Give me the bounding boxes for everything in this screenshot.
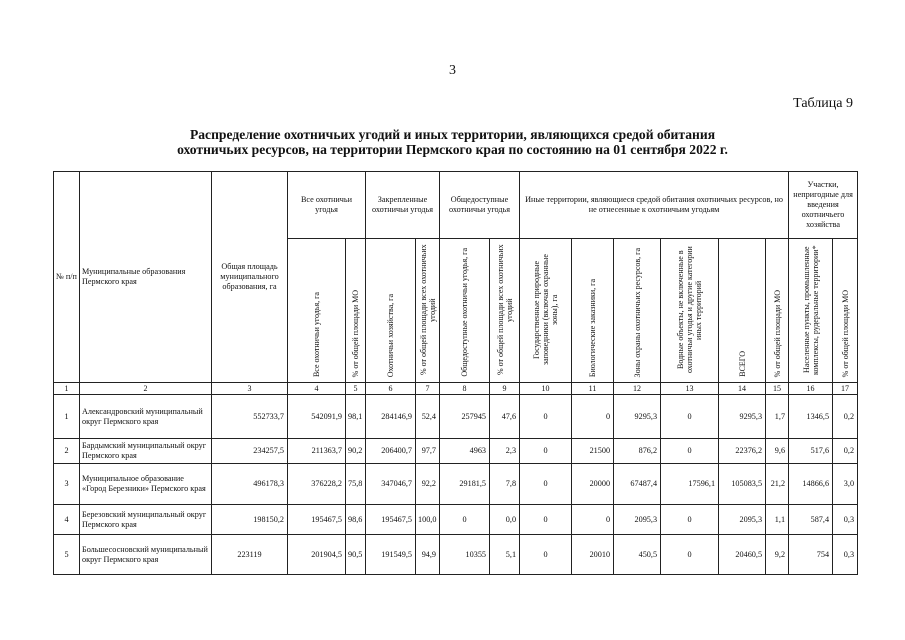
column-number: 13: [661, 383, 719, 395]
unsuitable-area: 517,6: [789, 439, 833, 464]
unsuitable-pct: 0,3: [833, 505, 858, 535]
municipality-name: Муниципальное образование «Город Березники» Пермского края: [80, 464, 212, 505]
header-municipality: Муниципальные образования Пермского края: [80, 172, 212, 383]
reserves-area: 0: [520, 464, 572, 505]
header-public: Общедоступные охотничьи угодья: [440, 172, 520, 239]
all-hunting-area: 376228,2: [288, 464, 346, 505]
other-pct: 9,2: [766, 535, 789, 575]
hunting-grounds-table: [53, 171, 858, 575]
row-number: 3: [54, 464, 80, 505]
subheader-c13: Водные объекты, не включенные в охотничьи угодья и другие категории иных территорий: [676, 246, 704, 374]
unsuitable-pct: 0,2: [833, 439, 858, 464]
subheader-c14: ВСЕГО: [737, 351, 747, 377]
protection-zones-area: 450,5: [614, 535, 661, 575]
column-number: 9: [490, 383, 520, 395]
reserves-area: 0: [520, 505, 572, 535]
column-numbers-row: [54, 383, 858, 395]
municipality-name: Большесосновский муниципальный округ Пермского края: [80, 535, 212, 575]
column-number: 12: [614, 383, 661, 395]
water-objects-area: 0: [661, 395, 719, 439]
public-pct: 7,8: [490, 464, 520, 505]
biological-reserves-area: 0: [572, 395, 614, 439]
reserves-area: 0: [520, 535, 572, 575]
header-unsuitable: Участки, непригодные для введения охотничьего хозяйства: [789, 172, 858, 239]
table-label: Таблица 9: [793, 96, 853, 111]
unsuitable-area: 14866,6: [789, 464, 833, 505]
protection-zones-area: 9295,3: [614, 395, 661, 439]
column-number: 1: [54, 383, 80, 395]
public-area: 0: [440, 505, 490, 535]
water-objects-area: 17596,1: [661, 464, 719, 505]
subheader-c15: % от общей площади МО: [772, 289, 782, 377]
column-number: 2: [80, 383, 212, 395]
other-pct: 21,2: [766, 464, 789, 505]
biological-reserves-area: 20010: [572, 535, 614, 575]
other-total: 22376,2: [719, 439, 766, 464]
table-row: [54, 439, 858, 464]
column-number: 7: [416, 383, 440, 395]
unsuitable-area: 587,4: [789, 505, 833, 535]
biological-reserves-area: 21500: [572, 439, 614, 464]
protection-zones-area: 67487,4: [614, 464, 661, 505]
municipality-name: Александровский муниципальный округ Пермского края: [80, 395, 212, 439]
header-assigned: Закрепленные охотничьи угодья: [366, 172, 440, 239]
water-objects-area: 0: [661, 439, 719, 464]
subheader-c4: Все охотничьи угодья, га: [312, 291, 321, 377]
assigned-area: 284146,9: [366, 395, 416, 439]
subheader-c11: Биологические заказники, га: [588, 278, 598, 377]
title-line-1: Распределение охотничьих угодий и иных территории, являющихся средой обитания: [189, 127, 716, 142]
column-number: 10: [520, 383, 572, 395]
public-area: 4963: [440, 439, 490, 464]
all-hunting-area: 201904,5: [288, 535, 346, 575]
document-title: [0, 127, 905, 157]
column-number: 8: [440, 383, 490, 395]
assigned-pct: 97,7: [416, 439, 440, 464]
subheader-c7: % от общей площади всех охотничьих угодий: [418, 244, 437, 376]
subheader-c6: Охотничьи хозяйства, га: [386, 293, 395, 377]
all-hunting-pct: 75,8: [346, 464, 366, 505]
table-row: [54, 395, 858, 439]
unsuitable-area: 754: [789, 535, 833, 575]
assigned-area: 347046,7: [366, 464, 416, 505]
total-area: 552733,7: [212, 395, 288, 439]
column-number: 11: [572, 383, 614, 395]
assigned-pct: 52,4: [416, 395, 440, 439]
other-total: 9295,3: [719, 395, 766, 439]
protection-zones-area: 2095,3: [614, 505, 661, 535]
subheader-c10: Государственные природные заповедники (включая охранные зоны), га: [532, 254, 560, 366]
water-objects-area: 0: [661, 535, 719, 575]
protection-zones-area: 876,2: [614, 439, 661, 464]
assigned-pct: 100,0: [416, 505, 440, 535]
table-row: [54, 505, 858, 535]
header-all-hunting: Все охотничьи угодья: [288, 172, 366, 239]
subheader-c17: % от общей площади МО: [840, 289, 850, 377]
public-pct: 47,6: [490, 395, 520, 439]
column-number: 5: [346, 383, 366, 395]
column-number: 6: [366, 383, 416, 395]
column-number: 16: [789, 383, 833, 395]
column-number: 4: [288, 383, 346, 395]
biological-reserves-area: 20000: [572, 464, 614, 505]
all-hunting-area: 211363,7: [288, 439, 346, 464]
unsuitable-pct: 0,3: [833, 535, 858, 575]
all-hunting-pct: 90,5: [346, 535, 366, 575]
title-line-2: охотничьих ресурсов, на территории Пермского края по состоянию на 01 сентября 2022 г.: [177, 142, 728, 157]
row-number: 4: [54, 505, 80, 535]
table-row: [54, 464, 858, 505]
municipality-name: Березовский муниципальный округ Пермского края: [80, 505, 212, 535]
unsuitable-area: 1346,5: [789, 395, 833, 439]
all-hunting-pct: 98,1: [346, 395, 366, 439]
subheader-c8: Общедоступные охотничьи угодья, га: [460, 248, 470, 377]
header-num: № п/п: [54, 172, 80, 383]
column-number: 15: [766, 383, 789, 395]
total-area: 496178,3: [212, 464, 288, 505]
column-number: 3: [212, 383, 288, 395]
row-number: 1: [54, 395, 80, 439]
subheader-c12: Зоны охраны охотничьих ресурсов, га: [632, 247, 642, 377]
total-area: 198150,2: [212, 505, 288, 535]
reserves-area: 0: [520, 395, 572, 439]
all-hunting-area: 195467,5: [288, 505, 346, 535]
row-number: 2: [54, 439, 80, 464]
reserves-area: 0: [520, 439, 572, 464]
biological-reserves-area: 0: [572, 505, 614, 535]
other-pct: 1,1: [766, 505, 789, 535]
subheader-c9: % от общей площади всех охотничьих угодий: [495, 244, 514, 376]
public-pct: 2,3: [490, 439, 520, 464]
row-number: 5: [54, 535, 80, 575]
assigned-pct: 94,9: [416, 535, 440, 575]
public-area: 257945: [440, 395, 490, 439]
other-pct: 1,7: [766, 395, 789, 439]
other-total: 105083,5: [719, 464, 766, 505]
total-area: 223119: [212, 535, 288, 575]
all-hunting-area: 542091,9: [288, 395, 346, 439]
other-pct: 9,6: [766, 439, 789, 464]
assigned-area: 195467,5: [366, 505, 416, 535]
all-hunting-pct: 90,2: [346, 439, 366, 464]
page-number: 3: [449, 63, 456, 78]
all-hunting-pct: 98,6: [346, 505, 366, 535]
header-total-area: Общая площадь муниципального образования, га: [212, 172, 288, 383]
public-area: 10355: [440, 535, 490, 575]
other-total: 2095,3: [719, 505, 766, 535]
other-total: 20460,5: [719, 535, 766, 575]
column-number: 14: [719, 383, 766, 395]
unsuitable-pct: 0,2: [833, 395, 858, 439]
table-row: [54, 535, 858, 575]
subheader-c5: % от общей площади МО: [351, 289, 360, 377]
total-area: 234257,5: [212, 439, 288, 464]
assigned-pct: 92,2: [416, 464, 440, 505]
header-other-territories: Иные территории, являющиеся средой обитания охотничьих ресурсов, но не отнесенные к охотничьим угодьям: [520, 172, 789, 239]
subheader-c16: Населенные пункты, промышленные комплексы, рудеральные территории*: [801, 245, 820, 375]
public-pct: 5,1: [490, 535, 520, 575]
water-objects-area: 0: [661, 505, 719, 535]
public-pct: 0,0: [490, 505, 520, 535]
column-number: 17: [833, 383, 858, 395]
assigned-area: 206400,7: [366, 439, 416, 464]
public-area: 29181,5: [440, 464, 490, 505]
municipality-name: Бардымский муниципальный округ Пермского края: [80, 439, 212, 464]
unsuitable-pct: 3,0: [833, 464, 858, 505]
assigned-area: 191549,5: [366, 535, 416, 575]
